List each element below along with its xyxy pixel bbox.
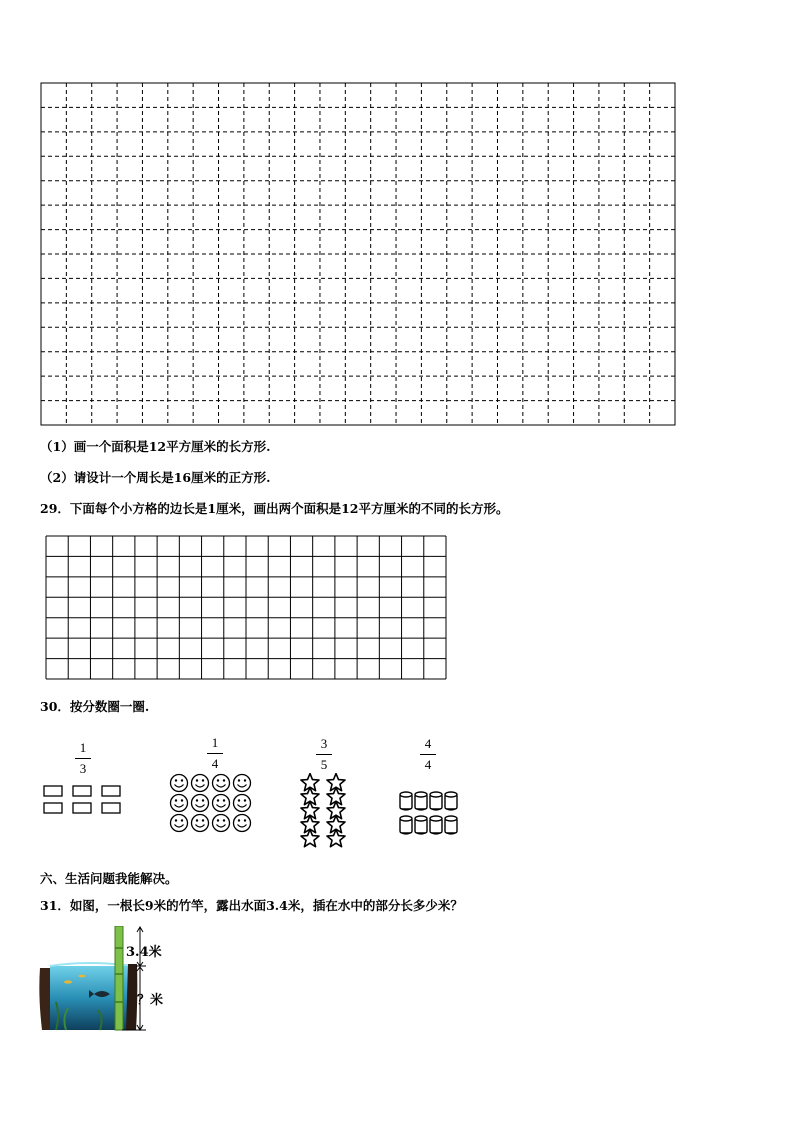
rectangle-icon (73, 786, 91, 796)
smiley-icon (234, 775, 251, 792)
star-icon (327, 830, 345, 847)
smileys-group (168, 773, 254, 835)
cylinder-icon (430, 816, 442, 834)
star-icon (301, 830, 319, 847)
smiley-icon (234, 795, 251, 812)
rectangle-icon (73, 803, 91, 813)
fraction-1 (73, 741, 93, 776)
fraction-2 (205, 736, 225, 771)
fraction-3-denominator: 5 (320, 757, 328, 772)
small-fish-icon (79, 975, 86, 978)
section-6-heading: 六、生活问题我能解决。 (40, 871, 178, 886)
smiley-icon (171, 775, 188, 792)
dashed-grid (40, 82, 676, 426)
smiley-icon (192, 795, 209, 812)
rectangle-icon (102, 803, 120, 813)
fraction-2-numerator: 1 (211, 735, 219, 750)
cylinder-icon (400, 792, 412, 810)
bamboo-above-water-label: 3.4米 (126, 945, 162, 960)
rectangle-icon (102, 786, 120, 796)
square-grid (45, 535, 447, 680)
smiley-icon (213, 775, 230, 792)
rectangle-icon (44, 803, 62, 813)
smiley-icon (192, 815, 209, 832)
q28-item-1: （1）画一个面积是12平方厘米的长方形. (40, 439, 271, 454)
small-fish-icon (64, 980, 72, 983)
fraction-4 (418, 737, 438, 772)
fraction-2-denominator: 4 (211, 756, 219, 771)
smiley-icon (171, 815, 188, 832)
cylinder-icon (445, 792, 457, 810)
fraction-1-denominator: 3 (79, 761, 87, 776)
stars-group (296, 773, 352, 849)
smiley-icon (192, 775, 209, 792)
cylinder-icon (400, 816, 412, 834)
smiley-icon (234, 815, 251, 832)
smiley-icon (171, 795, 188, 812)
tank-right-rock (126, 964, 137, 1030)
cylinder-icon (415, 816, 427, 834)
fraction-3 (314, 737, 334, 772)
smiley-icon (213, 795, 230, 812)
bamboo-pole (115, 926, 123, 1030)
rectangle-icon (44, 786, 62, 796)
smiley-icon (213, 815, 230, 832)
q31-text: 31．如图，一根长9米的竹竿，露出水面3.4米，插在水中的部分长多少米？ (40, 898, 463, 913)
rectangles-group (42, 784, 122, 816)
fraction-4-numerator: 4 (424, 736, 432, 751)
fraction-3-numerator: 3 (320, 736, 328, 751)
q30-text: 30．按分数圈一圈. (40, 699, 150, 714)
q28-item-2: （2）请设计一个周长是16厘米的正方形. (40, 470, 271, 485)
fraction-1-numerator: 1 (79, 740, 87, 755)
fraction-4-denominator: 4 (424, 757, 432, 772)
cylinder-icon (415, 792, 427, 810)
bamboo-below-water-label: ？米 (137, 993, 164, 1008)
cylinder-icon (445, 816, 457, 834)
cylinder-icon (430, 792, 442, 810)
q29-text: 29．下面每个小方格的边长是1厘米，画出两个面积是12平方厘米的不同的长方形。 (40, 501, 509, 516)
cylinders-group (398, 789, 462, 839)
